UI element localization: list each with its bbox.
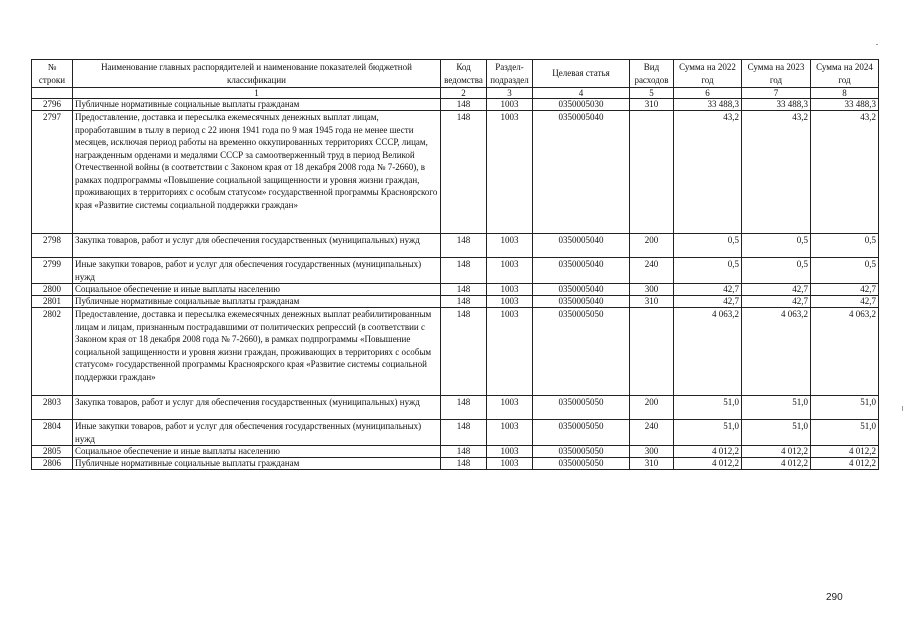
row-dept-code: 148 <box>441 284 487 296</box>
row-target-article: 0350005050 <box>533 308 630 396</box>
row-name: Закупка товаров, работ и услуг для обеспечения государственных (муниципальных) нужд <box>73 234 441 258</box>
header-row-number: № строки <box>32 60 73 88</box>
row-sum-2023: 0,5 <box>742 258 811 284</box>
row-number: 2803 <box>32 396 73 420</box>
row-dept-code: 148 <box>441 308 487 396</box>
row-name: Публичные нормативные социальные выплаты гражданам <box>73 458 441 470</box>
row-sum-2024: 51,0 <box>811 420 879 446</box>
row-number: 2801 <box>32 296 73 308</box>
row-name: Предоставление, доставка и пересылка ежемесячных денежных выплат реабилитированным лицам и лицам, признанным пострадавшими от политических репрессий (в соответствии с Законом края от 18 декабря 2008 года № 7-2660), в рамках подпрограммы «Повышение социальной защищенности и уровня жизни граждан, проживающих в территориях с особым статусом» государственной программы Красноярского края «Развитие системы социальной поддержки граждан» <box>73 308 441 396</box>
table-row <box>32 420 879 446</box>
row-name: Предоставление, доставка и пересылка ежемесячных денежных выплат лицам, проработавшим в тылу в период с 22 июня 1941 года по 9 мая 1945 года не менее шести месяцев, исключая период работы на временно оккупированных территориях СССР, лицам, награжденным орденами и медалями СССР за самоотверженный труд в период Великой Отечественной войны (в соответствии с Законом края от 18 декабря 2008 года № 7-2660), в рамках подпрограммы «Повышение социальной защищенности и уровня жизни граждан, проживающих в территориях с особым статусом» государственной программы Красноярского края «Развитие системы социальной поддержки граждан» <box>73 111 441 234</box>
row-section: 1003 <box>487 99 533 111</box>
column-number: 4 <box>533 88 630 99</box>
row-section: 1003 <box>487 234 533 258</box>
row-name: Публичные нормативные социальные выплаты гражданам <box>73 296 441 308</box>
row-expense-kind: 300 <box>630 446 674 458</box>
column-number: 3 <box>487 88 533 99</box>
row-sum-2022: 33 488,3 <box>674 99 742 111</box>
row-number: 2804 <box>32 420 73 446</box>
row-target-article: 0350005050 <box>533 458 630 470</box>
row-dept-code: 148 <box>441 458 487 470</box>
row-dept-code: 148 <box>441 296 487 308</box>
table-row <box>32 296 879 308</box>
page-number: 290 <box>826 592 843 603</box>
row-sum-2022: 51,0 <box>674 420 742 446</box>
header-expense-kind: Вид расходов <box>630 60 674 88</box>
row-target-article: 0350005040 <box>533 234 630 258</box>
row-target-article: 0350005040 <box>533 111 630 234</box>
column-number: 8 <box>811 88 879 99</box>
table-row <box>32 234 879 258</box>
row-sum-2023: 4 063,2 <box>742 308 811 396</box>
row-sum-2022: 4 012,2 <box>674 446 742 458</box>
row-sum-2022: 43,2 <box>674 111 742 234</box>
row-sum-2022: 0,5 <box>674 258 742 284</box>
row-dept-code: 148 <box>441 111 487 234</box>
row-target-article: 0350005040 <box>533 284 630 296</box>
row-expense-kind: 310 <box>630 296 674 308</box>
row-name: Социальное обеспечение и иные выплаты населению <box>73 284 441 296</box>
row-number: 2806 <box>32 458 73 470</box>
row-sum-2023: 0,5 <box>742 234 811 258</box>
row-sum-2022: 0,5 <box>674 234 742 258</box>
table-row <box>32 258 879 284</box>
row-expense-kind: 240 <box>630 420 674 446</box>
row-sum-2024: 0,5 <box>811 234 879 258</box>
row-target-article: 0350005050 <box>533 446 630 458</box>
row-section: 1003 <box>487 284 533 296</box>
row-name: Иные закупки товаров, работ и услуг для обеспечения государственных (муниципальных) нужд <box>73 420 441 446</box>
table-row <box>32 446 879 458</box>
row-sum-2022: 4 012,2 <box>674 458 742 470</box>
row-sum-2023: 51,0 <box>742 420 811 446</box>
row-target-article: 0350005050 <box>533 420 630 446</box>
row-target-article: 0350005030 <box>533 99 630 111</box>
row-expense-kind <box>630 308 674 396</box>
row-expense-kind <box>630 111 674 234</box>
row-sum-2023: 33 488,3 <box>742 99 811 111</box>
header-name: Наименование главных распорядителей и наименование показателей бюджетной классификации <box>73 60 441 88</box>
scan-speck <box>876 44 878 45</box>
header-target-article: Целевая статья <box>533 60 630 88</box>
column-number <box>32 88 73 99</box>
row-sum-2024: 42,7 <box>811 284 879 296</box>
row-number: 2796 <box>32 99 73 111</box>
column-number: 2 <box>441 88 487 99</box>
column-number: 1 <box>73 88 441 99</box>
budget-table <box>31 59 879 470</box>
row-sum-2024: 4 012,2 <box>811 458 879 470</box>
row-sum-2023: 42,7 <box>742 296 811 308</box>
row-expense-kind: 300 <box>630 284 674 296</box>
row-sum-2023: 42,7 <box>742 284 811 296</box>
column-number-row <box>32 88 879 99</box>
row-number: 2797 <box>32 111 73 234</box>
row-sum-2023: 43,2 <box>742 111 811 234</box>
row-number: 2798 <box>32 234 73 258</box>
row-sum-2024: 43,2 <box>811 111 879 234</box>
row-sum-2024: 4 012,2 <box>811 446 879 458</box>
header-sum-2022: Сумма на 2022 год <box>674 60 742 88</box>
table-header-row <box>32 60 879 88</box>
row-sum-2022: 51,0 <box>674 396 742 420</box>
row-expense-kind: 240 <box>630 258 674 284</box>
row-sum-2023: 51,0 <box>742 396 811 420</box>
table-row <box>32 308 879 396</box>
row-section: 1003 <box>487 296 533 308</box>
row-section: 1003 <box>487 446 533 458</box>
row-number: 2800 <box>32 284 73 296</box>
row-target-article: 0350005040 <box>533 296 630 308</box>
row-sum-2024: 0,5 <box>811 258 879 284</box>
column-number: 5 <box>630 88 674 99</box>
row-name: Социальное обеспечение и иные выплаты населению <box>73 446 441 458</box>
row-name: Иные закупки товаров, работ и услуг для обеспечения государственных (муниципальных) нужд <box>73 258 441 284</box>
row-target-article: 0350005050 <box>533 396 630 420</box>
row-section: 1003 <box>487 420 533 446</box>
table-row <box>32 111 879 234</box>
row-sum-2024: 33 488,3 <box>811 99 879 111</box>
row-expense-kind: 200 <box>630 234 674 258</box>
row-name: Публичные нормативные социальные выплаты гражданам <box>73 99 441 111</box>
row-dept-code: 148 <box>441 99 487 111</box>
row-section: 1003 <box>487 258 533 284</box>
header-sum-2024: Сумма на 2024 год <box>811 60 879 88</box>
header-section: Раздел-подраздел <box>487 60 533 88</box>
row-dept-code: 148 <box>441 258 487 284</box>
row-sum-2024: 42,7 <box>811 296 879 308</box>
row-name: Закупка товаров, работ и услуг для обеспечения государственных (муниципальных) нужд <box>73 396 441 420</box>
row-expense-kind: 200 <box>630 396 674 420</box>
row-sum-2023: 4 012,2 <box>742 458 811 470</box>
header-sum-2023: Сумма на 2023 год <box>742 60 811 88</box>
scan-speck <box>902 406 903 411</box>
row-sum-2022: 42,7 <box>674 284 742 296</box>
row-sum-2024: 4 063,2 <box>811 308 879 396</box>
header-dept-code: Код ведомства <box>441 60 487 88</box>
row-sum-2022: 42,7 <box>674 296 742 308</box>
row-section: 1003 <box>487 396 533 420</box>
table-row <box>32 99 879 111</box>
row-expense-kind: 310 <box>630 458 674 470</box>
row-target-article: 0350005040 <box>533 258 630 284</box>
row-number: 2799 <box>32 258 73 284</box>
row-section: 1003 <box>487 111 533 234</box>
row-dept-code: 148 <box>441 446 487 458</box>
table-row <box>32 396 879 420</box>
row-expense-kind: 310 <box>630 99 674 111</box>
row-section: 1003 <box>487 308 533 396</box>
row-number: 2802 <box>32 308 73 396</box>
row-sum-2022: 4 063,2 <box>674 308 742 396</box>
column-number: 6 <box>674 88 742 99</box>
column-number: 7 <box>742 88 811 99</box>
row-dept-code: 148 <box>441 234 487 258</box>
row-dept-code: 148 <box>441 396 487 420</box>
table-row <box>32 284 879 296</box>
row-sum-2023: 4 012,2 <box>742 446 811 458</box>
row-dept-code: 148 <box>441 420 487 446</box>
row-section: 1003 <box>487 458 533 470</box>
row-number: 2805 <box>32 446 73 458</box>
table-row <box>32 458 879 470</box>
row-sum-2024: 51,0 <box>811 396 879 420</box>
